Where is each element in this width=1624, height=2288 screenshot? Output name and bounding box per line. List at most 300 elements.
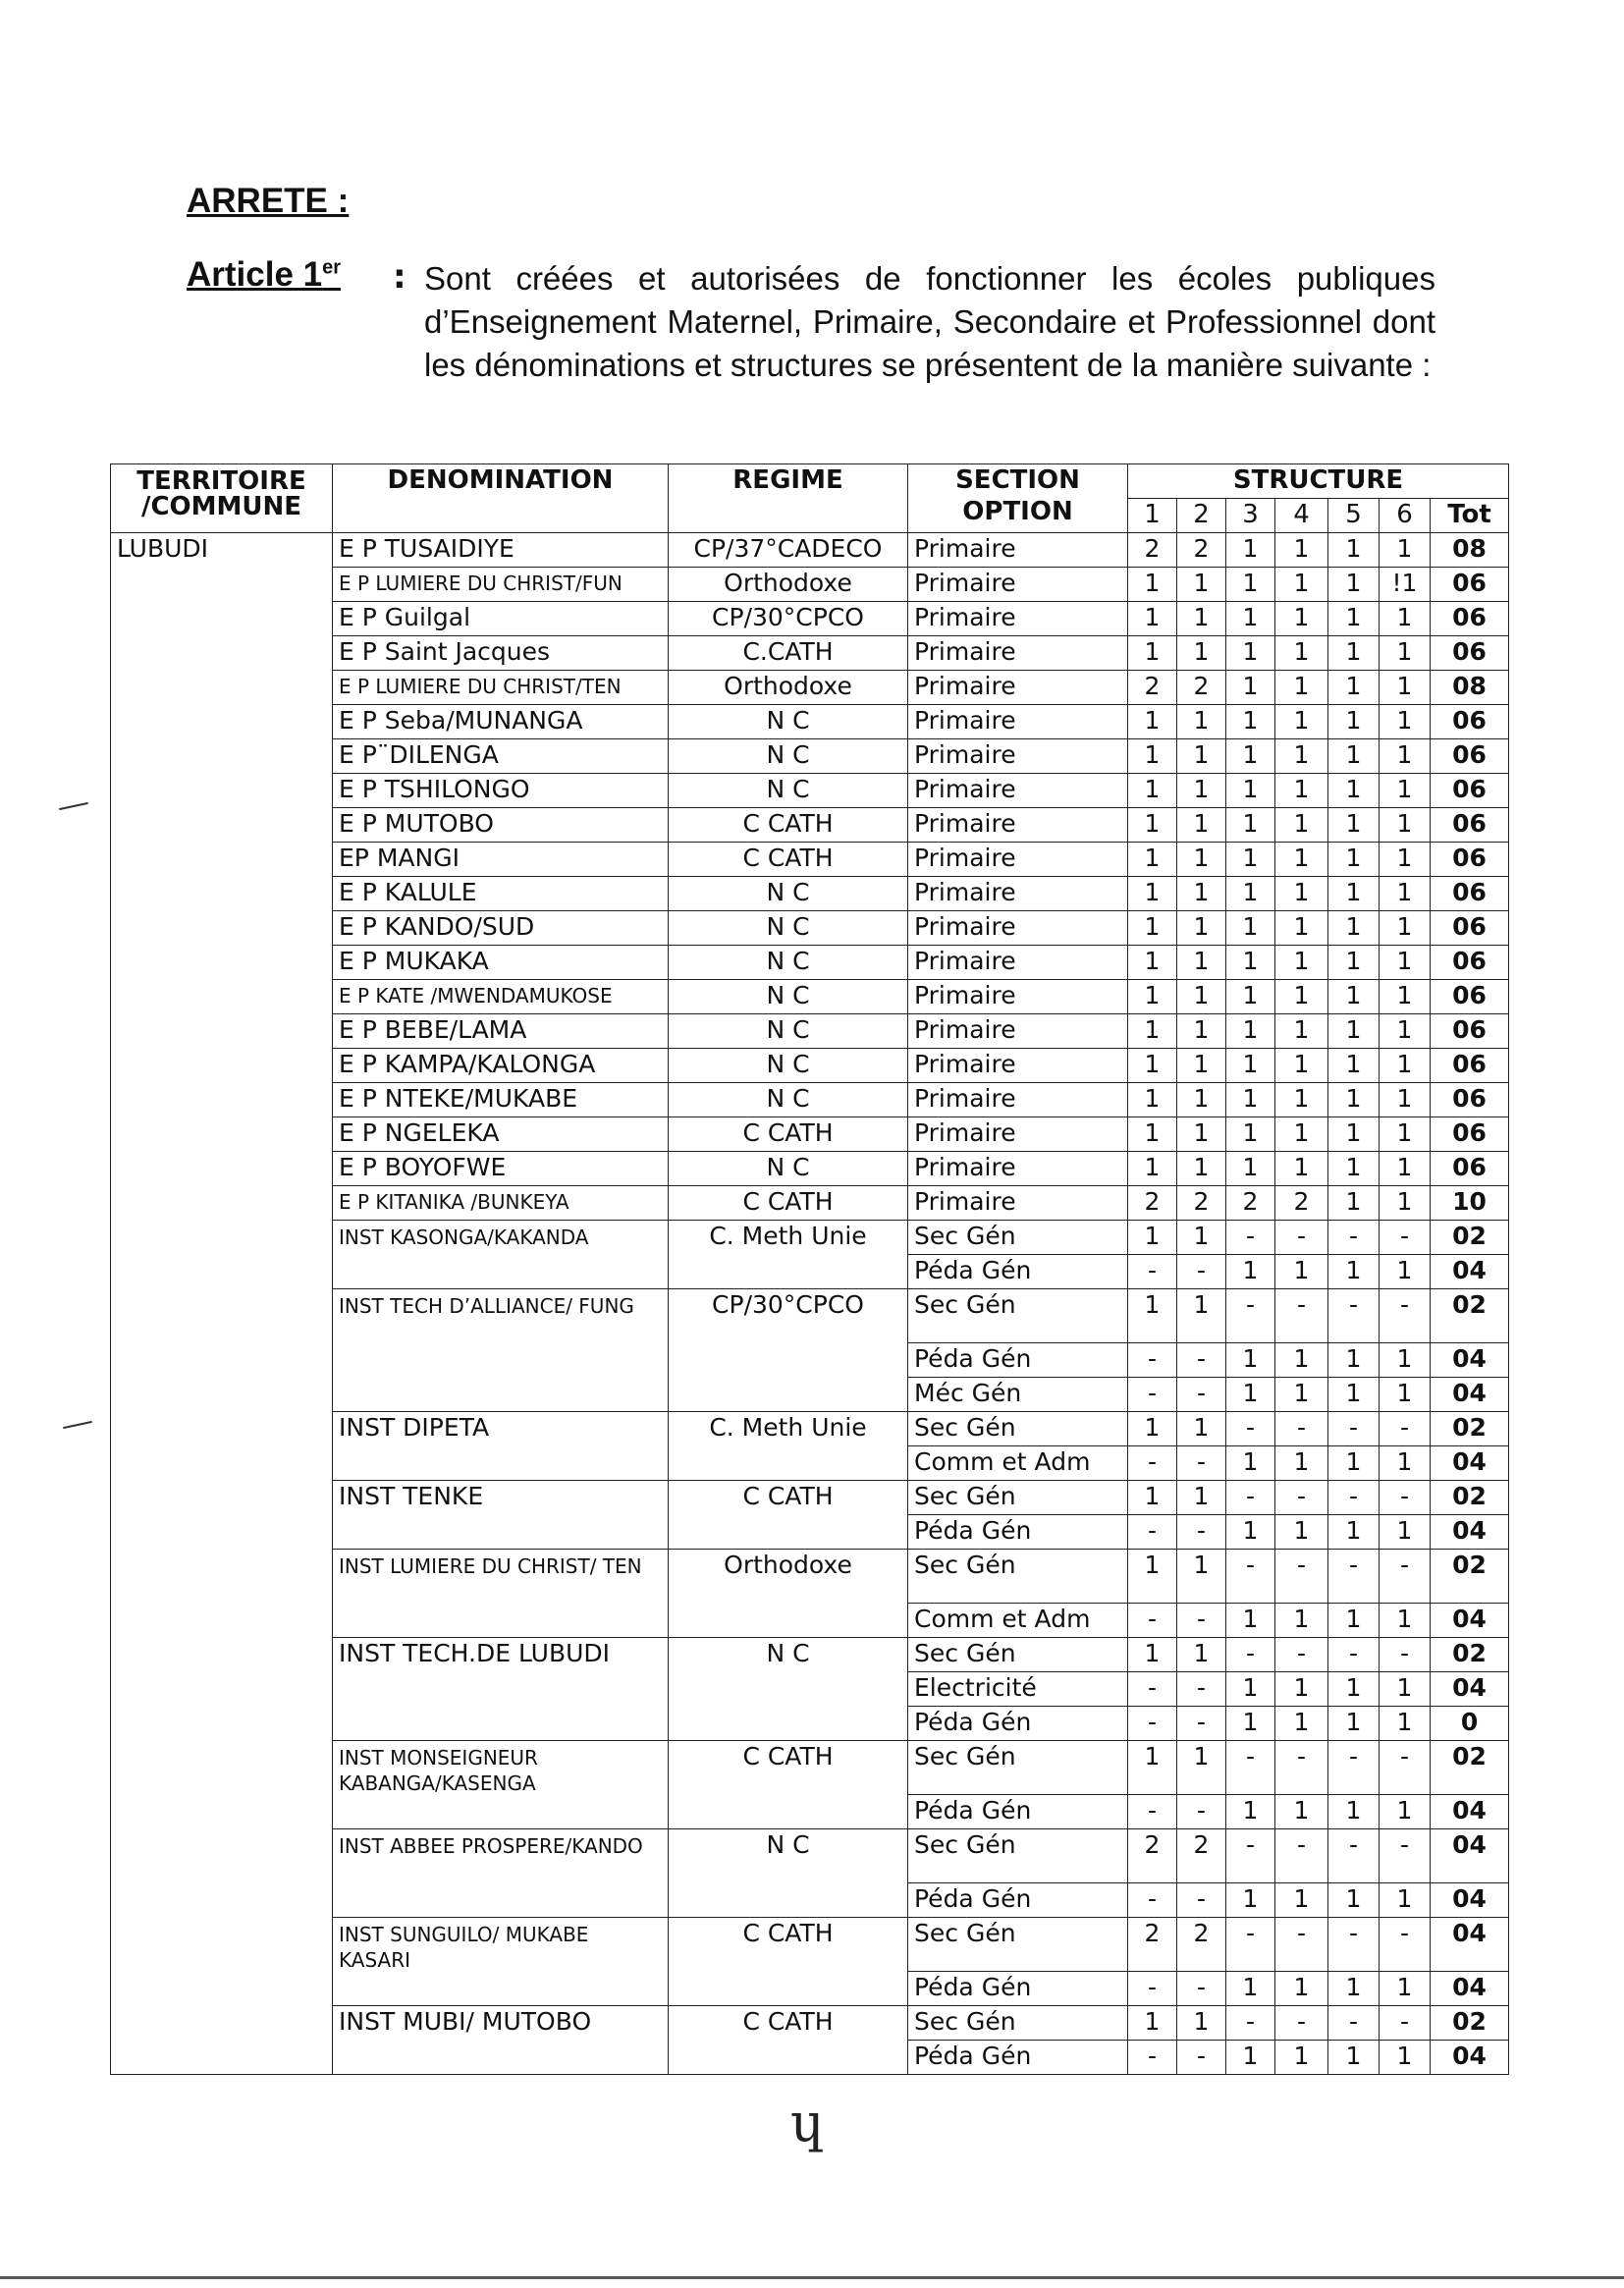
structure-cell: 1 [1380, 1083, 1431, 1117]
total-cell: 02 [1431, 1289, 1509, 1343]
regime-cell: N C [669, 946, 908, 980]
structure-cell: - [1128, 1972, 1177, 2006]
total-cell: 04 [1431, 1672, 1509, 1707]
structure-cell: 1 [1380, 1604, 1431, 1638]
header-territoire: TERRITOIRE /COMMUNE [111, 464, 333, 533]
total-cell: 04 [1431, 1446, 1509, 1481]
structure-cell: 1 [1177, 1221, 1226, 1255]
denomination-cell: INST ABBEE PROSPERE/KANDO [333, 1829, 669, 1918]
regime-cell: N C [669, 705, 908, 739]
structure-cell: 1 [1275, 1515, 1328, 1550]
denomination-cell: E P KITANIKA /BUNKEYA [333, 1186, 669, 1221]
total-cell: 06 [1431, 636, 1509, 671]
total-cell: 02 [1431, 2006, 1509, 2041]
total-cell: 02 [1431, 1550, 1509, 1604]
structure-cell: - [1328, 1289, 1380, 1343]
regime-cell: C CATH [669, 1918, 908, 2006]
structure-cell: 1 [1226, 1049, 1275, 1083]
structure-cell: 1 [1275, 1117, 1328, 1152]
structure-cell: - [1128, 1672, 1177, 1707]
structure-cell: 1 [1275, 2041, 1328, 2075]
denomination-cell: E P KALULE [333, 877, 669, 911]
structure-cell: 1 [1275, 774, 1328, 808]
total-cell: 08 [1431, 671, 1509, 705]
structure-cell: 1 [1177, 1117, 1226, 1152]
structure-cell: 1 [1226, 1446, 1275, 1481]
structure-cell: 1 [1226, 1083, 1275, 1117]
regime-cell: N C [669, 1152, 908, 1186]
structure-cell: 1 [1328, 808, 1380, 843]
section-cell: Sec Gén [908, 1918, 1128, 1972]
structure-cell: 1 [1275, 1378, 1328, 1412]
structure-cell: 1 [1275, 1014, 1328, 1049]
structure-cell: - [1380, 1221, 1431, 1255]
structure-cell: 1 [1128, 1638, 1177, 1672]
table-body [111, 533, 1509, 2075]
structure-cell: 1 [1328, 1343, 1380, 1378]
structure-cell: - [1380, 1412, 1431, 1446]
structure-cell: 1 [1275, 1672, 1328, 1707]
regime-cell: N C [669, 1049, 908, 1083]
regime-cell: N C [669, 877, 908, 911]
section-cell: Primaire [908, 1049, 1128, 1083]
structure-cell: 2 [1177, 1186, 1226, 1221]
structure-cell: 1 [1128, 1550, 1177, 1604]
structure-cell: 1 [1275, 1446, 1328, 1481]
structure-cell: 1 [1226, 1604, 1275, 1638]
total-cell: 06 [1431, 739, 1509, 774]
structure-cell: 1 [1328, 1049, 1380, 1083]
structure-cell: 1 [1177, 2006, 1226, 2041]
structure-cell: 1 [1275, 739, 1328, 774]
structure-cell: 1 [1328, 636, 1380, 671]
structure-cell: - [1226, 2006, 1275, 2041]
structure-cell: 1 [1380, 1255, 1431, 1289]
structure-cell: 1 [1128, 946, 1177, 980]
section-cell: Primaire [908, 1186, 1128, 1221]
structure-cell: 2 [1128, 1918, 1177, 1972]
structure-cell: 1 [1226, 843, 1275, 877]
structure-cell: 1 [1128, 1152, 1177, 1186]
footer-rule [0, 2276, 1624, 2279]
structure-cell: - [1128, 1446, 1177, 1481]
denomination-cell: INST TECH D’ALLIANCE/ FUNG [333, 1289, 669, 1412]
denomination-cell: E P NGELEKA [333, 1117, 669, 1152]
structure-cell: - [1328, 1741, 1380, 1795]
structure-cell: 1 [1177, 911, 1226, 946]
total-cell: 06 [1431, 705, 1509, 739]
structure-cell: 1 [1380, 636, 1431, 671]
header-total: Tot [1431, 499, 1509, 533]
structure-cell: - [1226, 1741, 1275, 1795]
denomination-cell: INST MUBI/ MUTOBO [333, 2006, 669, 2075]
structure-cell: - [1177, 1515, 1226, 1550]
structure-cell: 1 [1226, 980, 1275, 1014]
regime-cell: C.CATH [669, 636, 908, 671]
structure-cell: - [1128, 2041, 1177, 2075]
regime-cell: C CATH [669, 1186, 908, 1221]
total-cell: 02 [1431, 1221, 1509, 1255]
total-cell: 08 [1431, 533, 1509, 568]
structure-cell: - [1275, 1289, 1328, 1343]
structure-cell: 1 [1275, 671, 1328, 705]
structure-cell: - [1128, 1883, 1177, 1918]
section-cell: Primaire [908, 636, 1128, 671]
structure-cell: 1 [1177, 946, 1226, 980]
structure-cell: - [1328, 1638, 1380, 1672]
structure-cell: 1 [1380, 808, 1431, 843]
structure-cell: 1 [1226, 774, 1275, 808]
structure-cell: 1 [1328, 1083, 1380, 1117]
structure-cell: 1 [1328, 774, 1380, 808]
structure-cell: - [1275, 1918, 1328, 1972]
total-cell: 04 [1431, 1515, 1509, 1550]
article-text: Sont créées et autorisées de fonctionner les écoles publiques d’Enseignement Maternel, Primaire, Secondaire et Professionnel dont les dénominations et structures se présentent de la manière suivante : [424, 260, 1435, 383]
page-mark: ɥ [790, 2092, 825, 2153]
structure-cell: 1 [1380, 946, 1431, 980]
structure-cell: 1 [1128, 2006, 1177, 2041]
section-cell: Sec Gén [908, 1289, 1128, 1343]
structure-cell: 1 [1128, 705, 1177, 739]
structure-cell: 1 [1226, 877, 1275, 911]
structure-cell: - [1128, 1795, 1177, 1829]
structure-cell: - [1328, 1481, 1380, 1515]
structure-cell: 1 [1226, 1672, 1275, 1707]
structure-cell: - [1226, 1550, 1275, 1604]
regime-cell: N C [669, 1014, 908, 1049]
total-cell: 04 [1431, 1883, 1509, 1918]
structure-cell: 1 [1128, 1741, 1177, 1795]
structure-cell: 1 [1328, 671, 1380, 705]
denomination-cell: E P TUSAIDIYE [333, 533, 669, 568]
regime-cell: N C [669, 739, 908, 774]
total-cell: 06 [1431, 1083, 1509, 1117]
structure-cell: 1 [1328, 1672, 1380, 1707]
schools-table [110, 463, 1509, 2075]
structure-cell: 1 [1275, 1343, 1328, 1378]
structure-cell: 1 [1380, 1515, 1431, 1550]
structure-cell: 2 [1128, 1186, 1177, 1221]
header-class-4: 4 [1275, 499, 1328, 533]
structure-cell: 1 [1380, 843, 1431, 877]
total-cell: 02 [1431, 1741, 1509, 1795]
structure-cell: - [1128, 1515, 1177, 1550]
structure-cell: 1 [1275, 946, 1328, 980]
structure-cell: 1 [1328, 1883, 1380, 1918]
structure-cell: 1 [1177, 843, 1226, 877]
structure-cell: 1 [1275, 1883, 1328, 1918]
table-header [111, 464, 1509, 533]
structure-cell: - [1275, 1481, 1328, 1515]
section-cell: Primaire [908, 774, 1128, 808]
section-cell: Comm et Adm [908, 1604, 1128, 1638]
regime-cell: N C [669, 774, 908, 808]
structure-cell: 1 [1328, 1152, 1380, 1186]
header-class-1: 1 [1128, 499, 1177, 533]
structure-cell: - [1380, 1741, 1431, 1795]
structure-cell: 1 [1128, 636, 1177, 671]
denomination-cell: E P LUMIERE DU CHRIST/FUN [333, 568, 669, 602]
section-cell: Sec Gén [908, 2006, 1128, 2041]
structure-cell: 1 [1275, 1049, 1328, 1083]
section-cell: Primaire [908, 602, 1128, 636]
total-cell: 02 [1431, 1481, 1509, 1515]
structure-cell: 1 [1328, 1707, 1380, 1741]
structure-cell: 1 [1226, 739, 1275, 774]
structure-cell: 1 [1226, 1378, 1275, 1412]
structure-cell: 1 [1226, 1883, 1275, 1918]
structure-cell: 1 [1275, 705, 1328, 739]
header-section: SECTION OPTION [908, 464, 1128, 533]
structure-cell: - [1177, 1343, 1226, 1378]
denomination-cell: E P MUTOBO [333, 808, 669, 843]
regime-cell: C. Meth Unie [669, 1221, 908, 1289]
section-cell: Sec Gén [908, 1550, 1128, 1604]
total-cell: 06 [1431, 911, 1509, 946]
structure-cell: 1 [1328, 911, 1380, 946]
structure-cell: - [1380, 1289, 1431, 1343]
structure-cell: 1 [1177, 774, 1226, 808]
regime-cell: N C [669, 1829, 908, 1918]
denomination-cell: E P Saint Jacques [333, 636, 669, 671]
structure-cell: - [1128, 1255, 1177, 1289]
total-cell: 04 [1431, 1604, 1509, 1638]
section-cell: Sec Gén [908, 1741, 1128, 1795]
denomination-cell: INST KASONGA/KAKANDA [333, 1221, 669, 1289]
total-cell: 04 [1431, 1378, 1509, 1412]
section-cell: Electricité [908, 1672, 1128, 1707]
section-cell: Péda Gén [908, 1795, 1128, 1829]
structure-cell: 1 [1328, 1378, 1380, 1412]
structure-cell: - [1128, 1707, 1177, 1741]
header-structure: STRUCTURE [1128, 464, 1509, 499]
structure-cell: - [1128, 1378, 1177, 1412]
margin-mark [63, 1421, 92, 1429]
structure-cell: 1 [1128, 1117, 1177, 1152]
structure-cell: 1 [1380, 1446, 1431, 1481]
structure-cell: 1 [1380, 1117, 1431, 1152]
total-cell: 06 [1431, 1049, 1509, 1083]
regime-cell: C CATH [669, 843, 908, 877]
structure-cell: - [1328, 2006, 1380, 2041]
section-cell: Primaire [908, 671, 1128, 705]
structure-cell: - [1275, 1412, 1328, 1446]
denomination-cell: E P KATE /MWENDAMUKOSE [333, 980, 669, 1014]
structure-cell: 1 [1226, 568, 1275, 602]
header-denomination: DENOMINATION [333, 464, 669, 533]
structure-cell: 1 [1128, 808, 1177, 843]
structure-cell: 1 [1328, 705, 1380, 739]
header-class-5: 5 [1328, 499, 1380, 533]
structure-cell: 1 [1177, 1550, 1226, 1604]
structure-cell: - [1226, 1481, 1275, 1515]
structure-cell: 1 [1128, 911, 1177, 946]
structure-cell: 1 [1177, 1049, 1226, 1083]
denomination-cell: E P KAMPA/KALONGA [333, 1049, 669, 1083]
structure-cell: 1 [1380, 1343, 1431, 1378]
structure-cell: 1 [1177, 739, 1226, 774]
structure-cell: 2 [1275, 1186, 1328, 1221]
denomination-cell: E P BOYOFWE [333, 1152, 669, 1186]
structure-cell: - [1380, 1918, 1431, 1972]
article-label-sup: er [322, 256, 342, 279]
regime-cell: Orthodoxe [669, 671, 908, 705]
denomination-cell: INST LUMIERE DU CHRIST/ TEN [333, 1550, 669, 1638]
structure-cell: - [1177, 1972, 1226, 2006]
total-cell: 02 [1431, 1638, 1509, 1672]
structure-cell: 1 [1380, 774, 1431, 808]
section-cell: Péda Gén [908, 1972, 1128, 2006]
structure-cell: - [1275, 1221, 1328, 1255]
structure-cell: 1 [1226, 911, 1275, 946]
structure-cell: 1 [1226, 808, 1275, 843]
structure-cell: 1 [1275, 1795, 1328, 1829]
section-cell: Sec Gén [908, 1638, 1128, 1672]
structure-cell: 1 [1275, 533, 1328, 568]
structure-cell: 1 [1226, 1972, 1275, 2006]
structure-cell: 1 [1177, 602, 1226, 636]
regime-cell: N C [669, 1638, 908, 1741]
structure-cell: 1 [1275, 1707, 1328, 1741]
section-cell: Primaire [908, 808, 1128, 843]
structure-cell: 1 [1328, 980, 1380, 1014]
total-cell: 02 [1431, 1412, 1509, 1446]
structure-cell: 1 [1226, 636, 1275, 671]
total-cell: 06 [1431, 877, 1509, 911]
structure-cell: 1 [1128, 568, 1177, 602]
total-cell: 06 [1431, 808, 1509, 843]
table-row [111, 533, 1509, 568]
structure-cell: - [1328, 1550, 1380, 1604]
structure-cell: 1 [1275, 1255, 1328, 1289]
structure-cell: 1 [1380, 2041, 1431, 2075]
total-cell: 04 [1431, 2041, 1509, 2075]
total-cell: 04 [1431, 1255, 1509, 1289]
structure-cell: 1 [1226, 946, 1275, 980]
structure-cell: 1 [1275, 843, 1328, 877]
structure-cell: - [1380, 2006, 1431, 2041]
structure-cell: - [1328, 1412, 1380, 1446]
denomination-cell: E P NTEKE/MUKABE [333, 1083, 669, 1117]
section-cell: Comm et Adm [908, 1446, 1128, 1481]
structure-cell: - [1328, 1829, 1380, 1883]
structure-cell: 1 [1328, 843, 1380, 877]
structure-cell: - [1177, 1604, 1226, 1638]
structure-cell: 1 [1380, 533, 1431, 568]
structure-cell: 1 [1380, 1378, 1431, 1412]
section-cell: Primaire [908, 705, 1128, 739]
structure-cell: 1 [1275, 980, 1328, 1014]
section-cell: Sec Gén [908, 1412, 1128, 1446]
structure-cell: 1 [1275, 568, 1328, 602]
denomination-cell: E P BEBE/LAMA [333, 1014, 669, 1049]
structure-cell: 1 [1275, 1083, 1328, 1117]
structure-cell: 1 [1226, 533, 1275, 568]
structure-cell: 1 [1226, 1707, 1275, 1741]
structure-cell: - [1177, 1795, 1226, 1829]
structure-cell: 1 [1177, 877, 1226, 911]
structure-cell: 1 [1380, 911, 1431, 946]
structure-cell: 1 [1128, 877, 1177, 911]
total-cell: 04 [1431, 1829, 1509, 1883]
denomination-cell: INST SUNGUILO/ MUKABE KASARI [333, 1918, 669, 2006]
structure-cell: - [1226, 1918, 1275, 1972]
header-class-3: 3 [1226, 499, 1275, 533]
structure-cell: 1 [1226, 1255, 1275, 1289]
structure-cell: 1 [1128, 843, 1177, 877]
structure-cell: - [1275, 1741, 1328, 1795]
structure-cell: 1 [1328, 1795, 1380, 1829]
structure-cell: - [1380, 1829, 1431, 1883]
structure-cell: 1 [1226, 602, 1275, 636]
regime-cell: C. Meth Unie [669, 1412, 908, 1481]
structure-cell: 1 [1128, 1221, 1177, 1255]
structure-cell: !1 [1380, 568, 1431, 602]
section-cell: Primaire [908, 877, 1128, 911]
total-cell: 04 [1431, 1918, 1509, 1972]
regime-cell: N C [669, 1083, 908, 1117]
denomination-cell: E P MUKAKA [333, 946, 669, 980]
section-cell: Primaire [908, 980, 1128, 1014]
section-cell: Sec Gén [908, 1481, 1128, 1515]
section-cell: Péda Gén [908, 1707, 1128, 1741]
section-cell: Primaire [908, 1152, 1128, 1186]
regime-cell: CP/30°CPCO [669, 602, 908, 636]
total-cell: 04 [1431, 1795, 1509, 1829]
structure-cell: 1 [1177, 1481, 1226, 1515]
section-cell: Primaire [908, 1014, 1128, 1049]
regime-cell: C CATH [669, 2006, 908, 2075]
article-colon: : [393, 257, 406, 297]
article-label-text: Article 1 [187, 255, 323, 294]
total-cell: 06 [1431, 568, 1509, 602]
structure-cell: 1 [1128, 1481, 1177, 1515]
structure-cell: - [1328, 1918, 1380, 1972]
margin-mark [59, 802, 88, 810]
structure-cell: - [1177, 1707, 1226, 1741]
section-cell: Péda Gén [908, 1883, 1128, 1918]
structure-cell: 1 [1177, 1412, 1226, 1446]
header-regime: REGIME [669, 464, 908, 533]
structure-cell: 1 [1328, 1014, 1380, 1049]
denomination-cell: E P KANDO/SUD [333, 911, 669, 946]
structure-cell: - [1380, 1481, 1431, 1515]
structure-cell: 1 [1380, 602, 1431, 636]
structure-cell: - [1226, 1289, 1275, 1343]
structure-cell: - [1226, 1412, 1275, 1446]
total-cell: 06 [1431, 1152, 1509, 1186]
denomination-cell: E P LUMIERE DU CHRIST/TEN [333, 671, 669, 705]
structure-cell: 1 [1226, 2041, 1275, 2075]
denomination-cell: E P Guilgal [333, 602, 669, 636]
section-cell: Péda Gén [908, 2041, 1128, 2075]
structure-cell: 2 [1226, 1186, 1275, 1221]
structure-cell: - [1328, 1221, 1380, 1255]
regime-cell: CP/30°CPCO [669, 1289, 908, 1412]
structure-cell: 1 [1226, 705, 1275, 739]
total-cell: 06 [1431, 1014, 1509, 1049]
total-cell: 06 [1431, 1117, 1509, 1152]
total-cell: 06 [1431, 774, 1509, 808]
structure-cell: 2 [1177, 533, 1226, 568]
denomination-cell: E P TSHILONGO [333, 774, 669, 808]
section-cell: Péda Gén [908, 1255, 1128, 1289]
section-cell: Primaire [908, 946, 1128, 980]
section-cell: Péda Gén [908, 1343, 1128, 1378]
structure-cell: 1 [1226, 1152, 1275, 1186]
structure-cell: 1 [1328, 568, 1380, 602]
structure-cell: 1 [1380, 980, 1431, 1014]
